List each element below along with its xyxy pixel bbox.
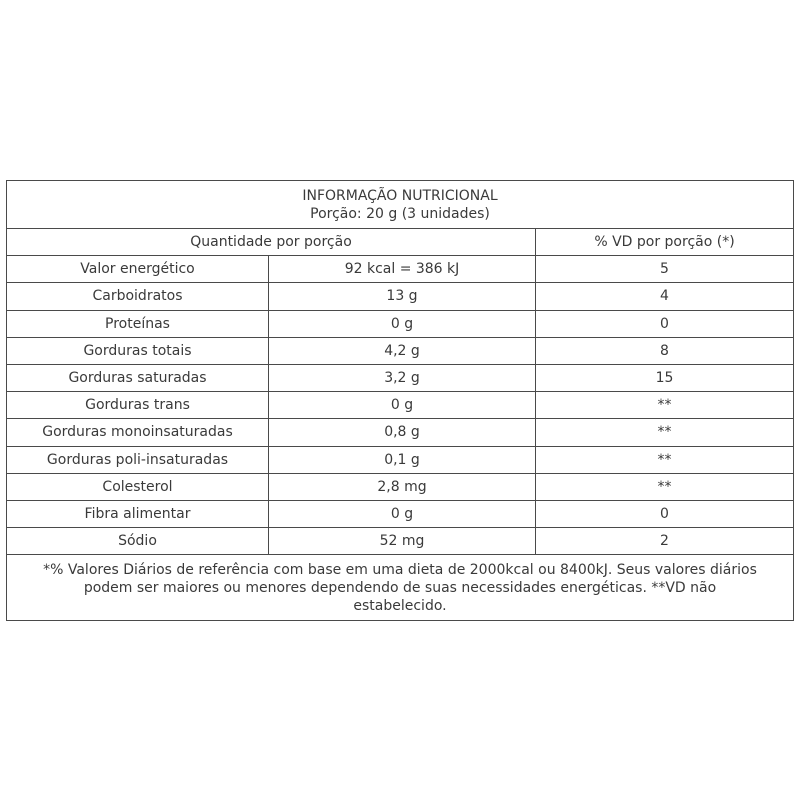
- table-row: [7, 528, 793, 555]
- nutrient-name: Sódio: [7, 528, 269, 554]
- nutrient-name: Proteínas: [7, 311, 269, 337]
- dv-column-header: % VD por porção (*): [594, 234, 735, 251]
- nutrient-amount: 0,8 g: [269, 419, 536, 445]
- nutrient-dv: 2: [660, 533, 669, 550]
- nutrient-name: Gorduras saturadas: [7, 365, 269, 391]
- nutrition-facts-table: [6, 180, 794, 621]
- column-header-row: [7, 229, 793, 256]
- nutrient-name: Gorduras totais: [7, 338, 269, 364]
- table-title: INFORMAÇÃO NUTRICIONAL: [302, 187, 498, 204]
- quantity-column-header: Quantidade por porção: [7, 229, 536, 255]
- nutrient-dv: 5: [660, 261, 669, 278]
- footnote-line: podem ser maiores ou menores dependendo de suas necessidades energéticas. **VD não: [83, 579, 717, 596]
- footnote-line: *% Valores Diários de referência com base em uma dieta de 2000kcal ou 8400kJ. Seus valores diários: [43, 561, 757, 578]
- table-row: [7, 365, 793, 392]
- nutrient-name: Gorduras poli-insaturadas: [7, 447, 269, 473]
- table-row: [7, 419, 793, 446]
- nutrient-name: Valor energético: [7, 256, 269, 282]
- nutrient-amount: 0 g: [269, 501, 536, 527]
- table-row: [7, 392, 793, 419]
- nutrient-dv: **: [657, 478, 672, 495]
- nutrient-amount: 0 g: [269, 311, 536, 337]
- nutrient-amount: 0 g: [269, 392, 536, 418]
- table-row: [7, 256, 793, 283]
- nutrient-dv: 15: [655, 370, 674, 387]
- nutrient-amount: 4,2 g: [269, 338, 536, 364]
- table-row: [7, 283, 793, 310]
- table-row: [7, 338, 793, 365]
- nutrient-amount: 0,1 g: [269, 447, 536, 473]
- nutrient-amount: 13 g: [269, 283, 536, 309]
- footnote-line: estabelecido.: [353, 597, 447, 614]
- nutrient-name: Fibra alimentar: [7, 501, 269, 527]
- nutrient-amount: 52 mg: [269, 528, 536, 554]
- nutrient-dv: **: [657, 451, 672, 468]
- nutrient-name: Gorduras trans: [7, 392, 269, 418]
- table-row: [7, 474, 793, 501]
- table-row: [7, 447, 793, 474]
- nutrient-amount: 92 kcal = 386 kJ: [269, 256, 536, 282]
- nutrient-dv: 0: [660, 315, 669, 332]
- footnote: [7, 555, 793, 620]
- nutrient-name: Colesterol: [7, 474, 269, 500]
- table-row: [7, 311, 793, 338]
- nutrient-amount: 3,2 g: [269, 365, 536, 391]
- portion-size: Porção: 20 g (3 unidades): [310, 205, 490, 222]
- nutrient-dv: 0: [660, 505, 669, 522]
- nutrient-amount: 2,8 mg: [269, 474, 536, 500]
- nutrient-name: Carboidratos: [7, 283, 269, 309]
- nutrient-dv: **: [657, 424, 672, 441]
- nutrient-rows: [7, 256, 793, 555]
- table-row: [7, 501, 793, 528]
- table-header: [7, 181, 793, 229]
- nutrient-dv: **: [657, 397, 672, 414]
- nutrient-dv: 8: [660, 342, 669, 359]
- nutrient-name: Gorduras monoinsaturadas: [7, 419, 269, 445]
- nutrient-dv: 4: [660, 288, 669, 305]
